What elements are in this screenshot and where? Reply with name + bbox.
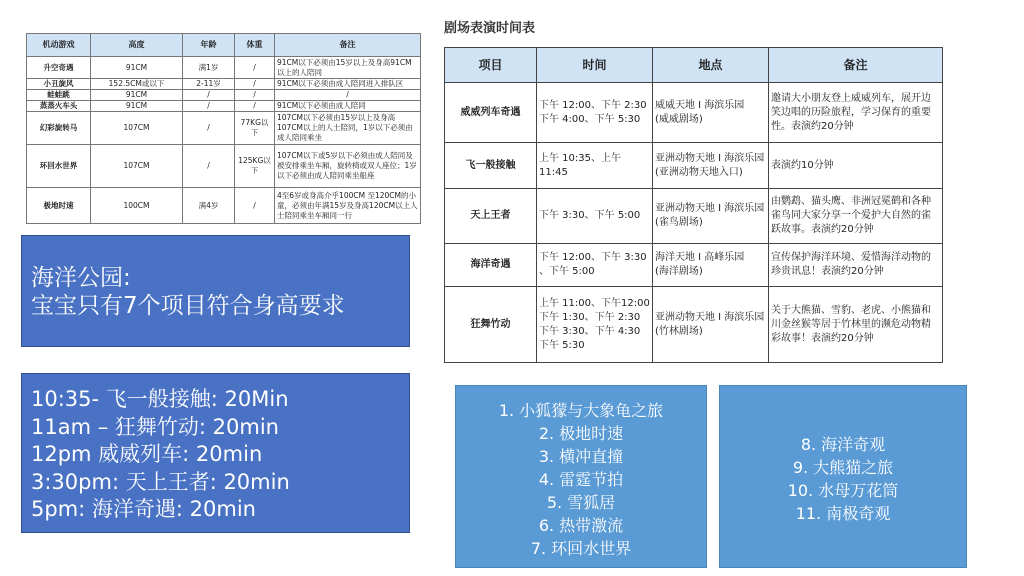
plan-line: 11am – 狂舞竹动: 20min	[31, 414, 279, 439]
show-name: 天上王者	[445, 189, 537, 244]
table-row	[445, 189, 943, 244]
list-item: 7. 环回水世界	[530, 539, 632, 558]
table-row	[27, 57, 421, 79]
ride-header-weight: 体重	[235, 34, 275, 57]
ride-note: 107CM以下必须由15岁以上及身高107CM以上的人士陪同，1岁以下必须由成人陪同乘坐	[275, 112, 421, 145]
show-note: 邀请大小朋友登上威威列车，展开边笑边唱的历险旅程，学习保育的重要性。表演约20分钟	[769, 83, 943, 143]
ride-name: 幻彩旋转马	[27, 112, 91, 145]
ride-weight: /	[235, 90, 275, 101]
ocean-park-heading: 海洋公园:	[31, 265, 131, 291]
show-place: 亚洲动物天地 I 海滨乐园 (竹林剧场)	[653, 287, 769, 363]
table-row	[27, 79, 421, 90]
show-schedule-title: 剧场表演时间表	[444, 21, 536, 36]
ride-note: 91CM以下必须由成人陪同	[275, 101, 421, 112]
list-item: 3. 横冲直撞	[538, 447, 624, 466]
ride-weight: /	[235, 101, 275, 112]
show-schedule-table	[444, 47, 943, 363]
ride-height: 107CM	[91, 112, 183, 145]
table-row	[27, 145, 421, 188]
ride-age: 2-11岁	[183, 79, 235, 90]
list-item: 10. 水母万花筒	[787, 481, 899, 500]
list-item: 4. 雷霆节拍	[538, 470, 624, 489]
show-name: 狂舞竹动	[445, 287, 537, 363]
show-header-time: 时间	[537, 48, 653, 83]
show-note: 宣传保护海洋环境、爱惜海洋动物的珍贵讯息！表演约20分钟	[769, 244, 943, 287]
ride-name: 小丑旋风	[27, 79, 91, 90]
show-header-item: 项目	[445, 48, 537, 83]
ride-height: 152.5CM或以下	[91, 79, 183, 90]
show-place: 威威天地 I 海滨乐园 (威威剧场)	[653, 83, 769, 143]
plan-line: 3:30pm: 天上王者: 20min	[31, 469, 290, 494]
list-item: 11. 南极奇观	[795, 504, 891, 523]
table-row	[27, 101, 421, 112]
attraction-list-box-1	[455, 385, 707, 568]
ride-height: 91CM	[91, 57, 183, 79]
show-name: 海洋奇遇	[445, 244, 537, 287]
list-item: 9. 大熊猫之旅	[792, 458, 894, 477]
table-row	[27, 90, 421, 101]
ocean-park-summary: 宝宝只有7个项目符合身高要求	[31, 293, 345, 319]
list-item: 5. 雪狐居	[546, 493, 616, 512]
show-header-note: 备注	[769, 48, 943, 83]
show-name: 飞一般接触	[445, 143, 537, 189]
ride-header-ride: 机动游戏	[27, 34, 91, 57]
ride-note: 91CM以下必须由15岁以上及身高91CM以上的人陪同	[275, 57, 421, 79]
ride-age: /	[183, 90, 235, 101]
ride-header-note: 备注	[275, 34, 421, 57]
ride-table-header-row	[27, 34, 421, 57]
show-place: 亚洲动物天地 I 海滨乐园 (雀鸟剧场)	[653, 189, 769, 244]
list-item: 8. 海洋奇观	[800, 435, 886, 454]
show-note: 表演约10分钟	[769, 143, 943, 189]
ride-weight: 125KG以下	[235, 145, 275, 188]
ride-note: 91CM以下必须由成人陪同进入排队区	[275, 79, 421, 90]
show-note: 由鹦鹉、猫头鹰、非洲冠冕鹤和各种雀鸟同大家分享一个爱护大自然的雀跃故事。表演约20分钟	[769, 189, 943, 244]
ride-note: 107CM以下或5岁以下必须由成人陪同及被安排乘坐车厢，旋转椅或双人座位；1岁以下必须由成人陪同乘坐船座	[275, 145, 421, 188]
show-time: 上午 10:35、上午 11:45	[537, 143, 653, 189]
ride-header-age: 年龄	[183, 34, 235, 57]
plan-line: 10:35- 飞一般接触: 20Min	[31, 387, 289, 411]
show-place: 海洋天地 I 高峰乐园 (海洋剧场)	[653, 244, 769, 287]
show-table-header-row	[445, 48, 943, 83]
show-plan-box	[21, 373, 410, 533]
ride-note: 4至6岁或身高介乎100CM 至120CM的小童，必须由年满15岁及身高120CM以上人士陪同乘坐车厢同一行	[275, 188, 421, 224]
list-item: 2. 极地时速	[538, 424, 624, 443]
table-row	[445, 143, 943, 189]
table-row	[445, 244, 943, 287]
show-time: 上午 11:00、下午12:00 下午 1:30、下午 2:30 下午 3:30、下午 4:30 下午 5:30	[537, 287, 653, 363]
ride-name: 环回水世界	[27, 145, 91, 188]
ride-name: 升空奇遇	[27, 57, 91, 79]
list-item: 6. 热带激流	[538, 516, 624, 535]
ride-header-height: 高度	[91, 34, 183, 57]
show-place: 亚洲动物天地 I 海滨乐园 (亚洲动物天地入口)	[653, 143, 769, 189]
ocean-park-summary-box	[21, 235, 410, 347]
plan-line: 5pm: 海洋奇遇: 20min	[31, 497, 256, 521]
ride-note: /	[275, 90, 421, 101]
plan-line: 12pm 威威列车: 20min	[31, 442, 263, 466]
ride-age: 满4岁	[183, 188, 235, 224]
table-row	[27, 112, 421, 145]
show-time: 下午 3:30、下午 5:00	[537, 189, 653, 244]
show-note: 关于大熊猫、雪豹、老虎、小熊猫和川金丝猴等居于竹林里的濒危动物精彩故事！表演约20分钟	[769, 287, 943, 363]
ride-weight: 77KG以下	[235, 112, 275, 145]
show-header-place: 地点	[653, 48, 769, 83]
show-time: 下午 12:00、下午 3:30 、下午 5:00	[537, 244, 653, 287]
ride-name: 蒸蒸火车头	[27, 101, 91, 112]
ride-age: /	[183, 101, 235, 112]
list-item: 1. 小狐獴与大象龟之旅	[498, 401, 664, 420]
ride-height: 91CM	[91, 90, 183, 101]
attraction-list-box-2	[719, 385, 967, 568]
ride-age: /	[183, 112, 235, 145]
show-time: 下午 12:00、下午 2:30 下午 4:00、下午 5:30	[537, 83, 653, 143]
ride-name: 极地时速	[27, 188, 91, 224]
ride-height: 107CM	[91, 145, 183, 188]
show-name: 威威列车奇遇	[445, 83, 537, 143]
table-row	[445, 83, 943, 143]
ride-weight: /	[235, 57, 275, 79]
ride-height: 91CM	[91, 101, 183, 112]
table-row	[445, 287, 943, 363]
ride-weight: /	[235, 188, 275, 224]
table-row	[27, 188, 421, 224]
ride-age: 满1岁	[183, 57, 235, 79]
ride-requirements-table	[26, 33, 421, 224]
ride-weight: /	[235, 79, 275, 90]
ride-age: /	[183, 145, 235, 188]
ride-height: 100CM	[91, 188, 183, 224]
ride-name: 蛙蛙跳	[27, 90, 91, 101]
